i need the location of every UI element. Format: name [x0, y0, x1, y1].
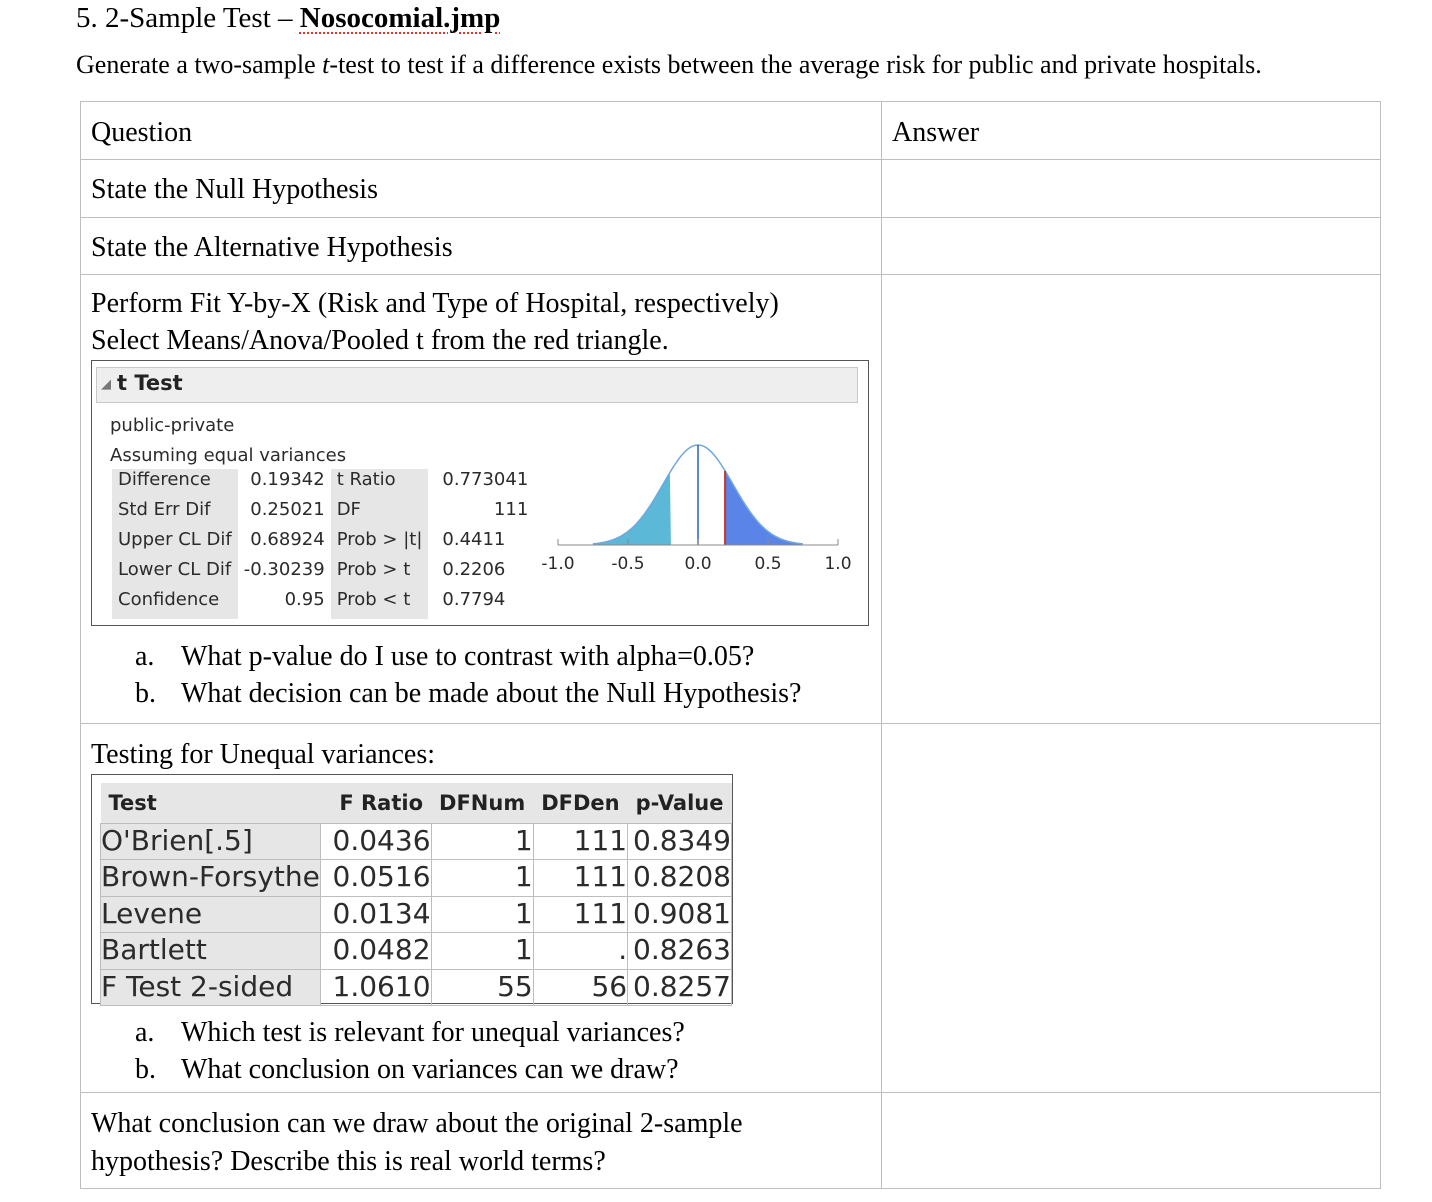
instructions-part1: Generate a two-sample — [76, 50, 323, 79]
item-letter: b. — [135, 1054, 156, 1085]
column-header: F Ratio — [320, 783, 431, 823]
test-name: F Test 2-sided — [101, 969, 321, 1006]
p-value: 0.9081 — [628, 896, 732, 933]
section-number: 5. — [76, 2, 98, 34]
p-value-question: What p-value do I use to contrast with alpha=0.05? — [181, 641, 755, 672]
answer-header-cell — [882, 102, 1381, 160]
variance-tests-table — [100, 783, 732, 1006]
stat-label: t Ratio — [331, 469, 429, 499]
test-name: Bartlett — [101, 933, 321, 970]
null-hypothesis-question: State the Null Hypothesis — [91, 174, 378, 205]
assumption-label: Assuming equal variances — [110, 445, 347, 466]
stat-label: DF — [331, 499, 429, 529]
answer-cell[interactable] — [882, 160, 1381, 218]
item-letter: a. — [135, 641, 155, 672]
stat-label: Prob > t — [331, 559, 429, 589]
stat-label: Std Err Dif — [112, 499, 238, 529]
stat-label: Prob < t — [331, 589, 429, 619]
stat-value: 0.2206 — [442, 559, 506, 580]
answer-header: Answer — [892, 117, 980, 148]
stat-value: 0.19342 — [250, 469, 325, 490]
df-den: 111 — [533, 823, 627, 860]
p-value: 0.8263 — [628, 933, 732, 970]
table-row — [81, 160, 1381, 218]
variance-questions — [81, 1014, 881, 1088]
table-row — [81, 724, 1381, 1093]
item-letter: a. — [135, 1017, 155, 1048]
decision-question: What decision can be made about the Null Hypothesis? — [181, 678, 802, 709]
test-name: Levene — [101, 896, 321, 933]
final-question-line1: What conclusion can we draw about the original 2-sample — [91, 1108, 743, 1139]
x-tick-label: 1.0 — [824, 554, 852, 574]
stat-value: 0.7794 — [442, 589, 506, 610]
column-header: DFDen — [533, 783, 627, 823]
df-den: 111 — [533, 860, 627, 897]
question-cell — [81, 218, 882, 275]
table-row — [81, 218, 1381, 275]
unequal-variance-report — [91, 774, 733, 1004]
instructions-part2: -test to test if a difference exists between the average risk for public and private hospitals. — [329, 50, 1262, 79]
list-item — [135, 675, 881, 712]
df-num: 1 — [431, 823, 533, 860]
stat-value: -0.30239 — [243, 559, 325, 580]
column-header: DFNum — [431, 783, 533, 823]
variance-conclusion-question: What conclusion on variances can we draw? — [181, 1054, 679, 1085]
column-header: p-Value — [628, 783, 732, 823]
stat-label: Difference — [112, 469, 238, 499]
df-num: 1 — [431, 896, 533, 933]
x-tick-label: 0.0 — [684, 554, 712, 574]
question-cell — [81, 1093, 882, 1189]
stat-value: 0.25021 — [250, 499, 325, 520]
table-row — [101, 896, 732, 933]
table-row — [101, 860, 732, 897]
stat-value: 0.4411 — [442, 529, 506, 550]
t-test-stats — [112, 469, 534, 619]
stat-label: Confidence — [112, 589, 238, 619]
final-conclusion-question — [81, 1093, 881, 1181]
table-row — [81, 275, 1381, 724]
f-ratio: 0.0516 — [320, 860, 431, 897]
question-answer-table — [80, 101, 1381, 1189]
item-letter: b. — [135, 678, 156, 709]
t-test-header — [96, 367, 858, 403]
unequal-variances-heading: Testing for Unequal variances: — [91, 739, 436, 770]
df-num: 1 — [431, 933, 533, 970]
df-den: . — [533, 933, 627, 970]
list-item — [135, 638, 881, 675]
stat-label: Upper CL Dif — [112, 529, 238, 559]
means-instruction: Select Means/Anova/Pooled t from the red triangle. — [91, 325, 669, 356]
table-header-row — [81, 102, 1381, 160]
df-den: 56 — [533, 969, 627, 1006]
fit-instruction: Perform Fit Y-by-X (Risk and Type of Hospital, respectively) — [91, 288, 779, 319]
f-ratio: 0.0436 — [320, 823, 431, 860]
column-header: Test — [101, 783, 321, 823]
test-name: O'Brien[.5] — [101, 823, 321, 860]
p-value: 0.8349 — [628, 823, 732, 860]
f-ratio: 1.0610 — [320, 969, 431, 1006]
stat-value: 0.95 — [284, 589, 325, 610]
df-num: 1 — [431, 860, 533, 897]
list-item — [135, 1014, 881, 1051]
stat-value: 0.773041 — [442, 469, 529, 490]
stat-label: Prob > |t| — [331, 529, 429, 559]
comparison-label: public-private — [110, 415, 235, 436]
t-distribution-plot — [538, 437, 858, 597]
question-cell — [81, 724, 882, 1093]
file-name: Nosocomial.jmp — [299, 2, 501, 34]
instructions — [76, 50, 1262, 80]
question-header: Question — [91, 117, 193, 148]
stats-row — [112, 559, 534, 589]
stat-label: Lower CL Dif — [112, 559, 238, 589]
variance-header-row — [101, 783, 732, 823]
table-row — [81, 1093, 1381, 1189]
final-question-line2: hypothesis? Describe this is real world terms? — [91, 1146, 606, 1177]
question-header-cell — [81, 102, 882, 160]
answer-cell[interactable] — [882, 1093, 1381, 1189]
df-num: 55 — [431, 969, 533, 1006]
section-title: 2-Sample Test – — [105, 2, 293, 34]
table-row — [101, 933, 732, 970]
p-value: 0.8257 — [628, 969, 732, 1006]
t-test-title: t Test — [117, 371, 183, 395]
df-den: 111 — [533, 896, 627, 933]
alternative-hypothesis-question: State the Alternative Hypothesis — [91, 232, 453, 263]
left-tail-area — [593, 472, 671, 545]
stats-row — [112, 499, 534, 529]
stats-row — [112, 589, 534, 619]
question-cell — [81, 275, 882, 724]
stat-value: 111 — [493, 499, 529, 520]
table-row — [101, 969, 732, 1006]
stats-row — [112, 469, 534, 499]
x-tick-label: -0.5 — [611, 554, 645, 574]
list-item — [135, 1051, 881, 1088]
stat-value: 0.68924 — [250, 529, 325, 550]
x-tick-label: -1.0 — [541, 554, 575, 574]
p-value: 0.8208 — [628, 860, 732, 897]
answer-cell[interactable] — [882, 275, 1381, 724]
right-tail-area — [725, 471, 803, 545]
t-test-report — [91, 360, 869, 626]
table-row — [101, 823, 732, 860]
section-heading — [76, 2, 500, 35]
x-tick-label: 0.5 — [754, 554, 782, 574]
disclosure-triangle-icon[interactable]: ◢ — [101, 377, 111, 392]
f-ratio: 0.0134 — [320, 896, 431, 933]
t-test-questions — [81, 638, 881, 712]
answer-cell[interactable] — [882, 724, 1381, 1093]
stats-row — [112, 529, 534, 559]
test-name: Brown-Forsythe — [101, 860, 321, 897]
instructions-italic: t — [322, 50, 330, 79]
answer-cell[interactable] — [882, 218, 1381, 275]
relevant-test-question: Which test is relevant for unequal variances? — [181, 1017, 685, 1048]
question-cell — [81, 160, 882, 218]
f-ratio: 0.0482 — [320, 933, 431, 970]
